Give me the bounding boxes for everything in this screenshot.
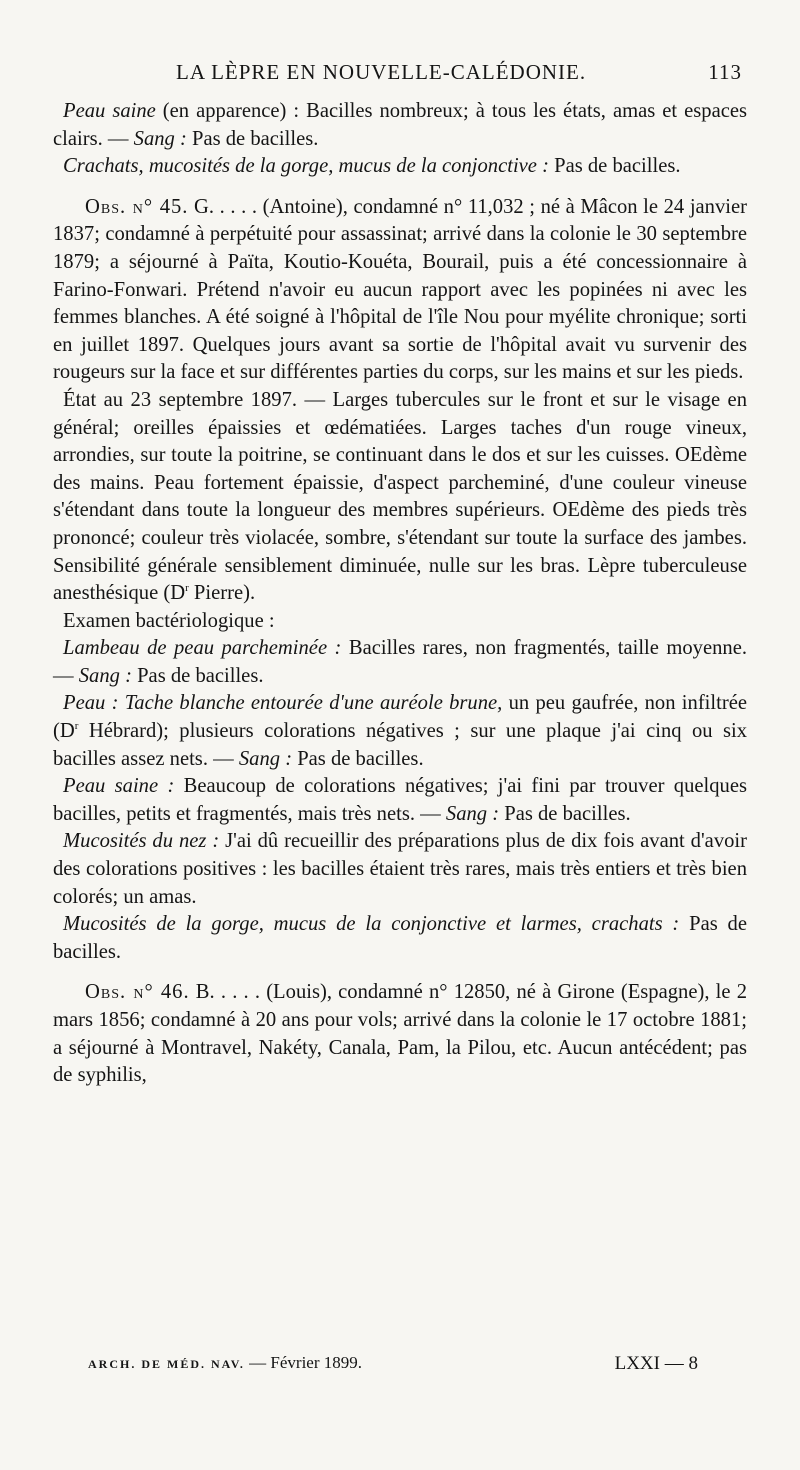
running-header [176,60,742,90]
paragraph-mucosites-nez [53,828,747,911]
superscript: r [74,720,79,733]
paragraph-peau-saine-2 [53,773,747,828]
paragraph-text: Pas de bacilles. [292,747,424,770]
italic-label: Peau : Tache blanche entourée d'une auréole brune, [63,692,503,715]
paragraph-text: J'ai dû recueillir des préparations plus de dix fois avant d'avoir des colorations positives : les bacilles étaient très rares, mais très entiers et très bien colorés; un amas. [53,830,747,908]
paragraph-mucosites-gorge [53,911,747,966]
paragraph-text: Pas de bacilles. [186,127,319,150]
observation-46 [53,979,747,1089]
paragraph-text: Pas de bacilles. [53,913,747,963]
italic-label: Crachats, mucosités de la gorge, mucus de la conjonctive : [63,155,549,178]
italic-label: Peau saine [63,100,156,122]
paragraph-etat [53,387,747,608]
signature-mark: LXXI — 8 [614,1353,698,1374]
paragraph-text: Pas de bacilles. [499,802,631,825]
italic-label: Mucosités de la gorge, mucus de la conjonctive et larmes, crachats : [63,913,680,936]
paragraph-text: G. . . . . (Antoine), condamné n° 11,032 ; né à Mâcon le 24 janvier 1837; condamné à perpétuité pour assassinat; arrivé dans la colonie le 30 septembre 1879; a séjourné à Païta, Koutio-Kouéta, Bourail, puis a été concessionnaire à Farino-Fonwari. Prétend n'avoir eu aucun rapport avec les popinées ni avec les femmes blanches. A été soigné à l'hôpital de l'île Nou pour myélite chronique; sorti en juillet 1897. Quelques jours avant sa sortie de l'hôpital avait vu survenir des rougeurs sur la face et sur différentes parties du corps, sur les mains et sur les pieds. [53,195,747,384]
observation-45 [53,194,747,387]
page-footer [88,1353,698,1381]
paragraph-text: un peu gaufrée, non infiltrée (D [53,692,747,743]
italic-label: Sang : [238,747,293,770]
paragraph-text: (en apparence) : [155,100,307,122]
italic-label: Lambeau de peau parcheminée : [63,637,342,660]
header-title: LA LÈPRE EN NOUVELLE-CALÉDONIE. [176,60,587,84]
paragraph-text: État au 23 septembre 1897. — Larges tubercules sur le front et sur le visage en général; oreilles épaissies et œdématiées. Larges taches d'un rouge vineux, arrondies, sur toute la poitrine, se continuant dans le dos et sur les cuisses. OEdème des mains. Peau fortement épaissie, d'aspect parcheminé, d'une couleur vineuse s'étendant dans toute la longueur des membres supérieurs. OEdème des pieds très prononcé; couleur très violacée, sombre, s'étendant sur toute la surface des jambes. Sensibilité générale sensiblement diminuée, nulle sur les bras. Lèpre tuberculeuse anesthésique (D [53,388,747,605]
footer-citation [88,1353,362,1373]
footer-date: — Février 1899. [244,1353,362,1372]
observation-label: Obs. n° 45. [85,195,189,218]
paragraph-text: Hébrard); plusieurs colorations négatives ; sur une plaque j'ai cinq ou six bacilles assez nets. — [53,720,747,770]
journal-name: ARCH. DE MÉD. NAV. [88,1357,245,1371]
paragraph-text: Pierre). [188,582,256,605]
paragraph-text: Examen bactériologique : [63,609,275,632]
italic-label: Sang : [445,802,500,825]
paragraph-lambeau [53,635,747,690]
italic-label: Sang : [133,127,187,150]
paragraph-crachats [53,153,747,181]
page-number: 113 [708,60,742,84]
italic-label: Peau saine : [63,775,175,798]
paragraph-peau-tache [53,690,747,773]
paragraph-text: Beaucoup de colorations négatives; j'ai fini par trouver quelques bacilles, petits et fragmentés, mais très nets. — [53,775,747,825]
paragraph-text: Pas de bacilles. [131,664,264,687]
paragraph-peau-saine [53,98,747,153]
paragraph-text: Pas de bacilles. [548,155,681,178]
body-text [53,98,747,1090]
paragraph-examen [53,608,747,636]
paragraph-text: Bacilles rares, non fragmentés, taille moyenne. — [53,637,748,687]
observation-label: Obs. n° 46. [85,981,190,1004]
superscript: r [185,582,189,595]
paragraph-text: Bacilles nombreux; à tous les états, amas et espaces clairs. — [53,100,748,150]
italic-label: Mucosités du nez : [63,830,220,853]
italic-label: Sang : [78,664,132,687]
paragraph-text: B. . . . . (Louis), condamné n° 12850, né à Girone (Espagne), le 2 mars 1856; condamné à 20 ans pour vols; arrivé dans la colonie le 17 octobre 1881; a séjourné à Montravel, Nakéty, Canala, Pam, la Pilou, etc. Aucun antécédent; pas de syphilis, [53,981,747,1087]
